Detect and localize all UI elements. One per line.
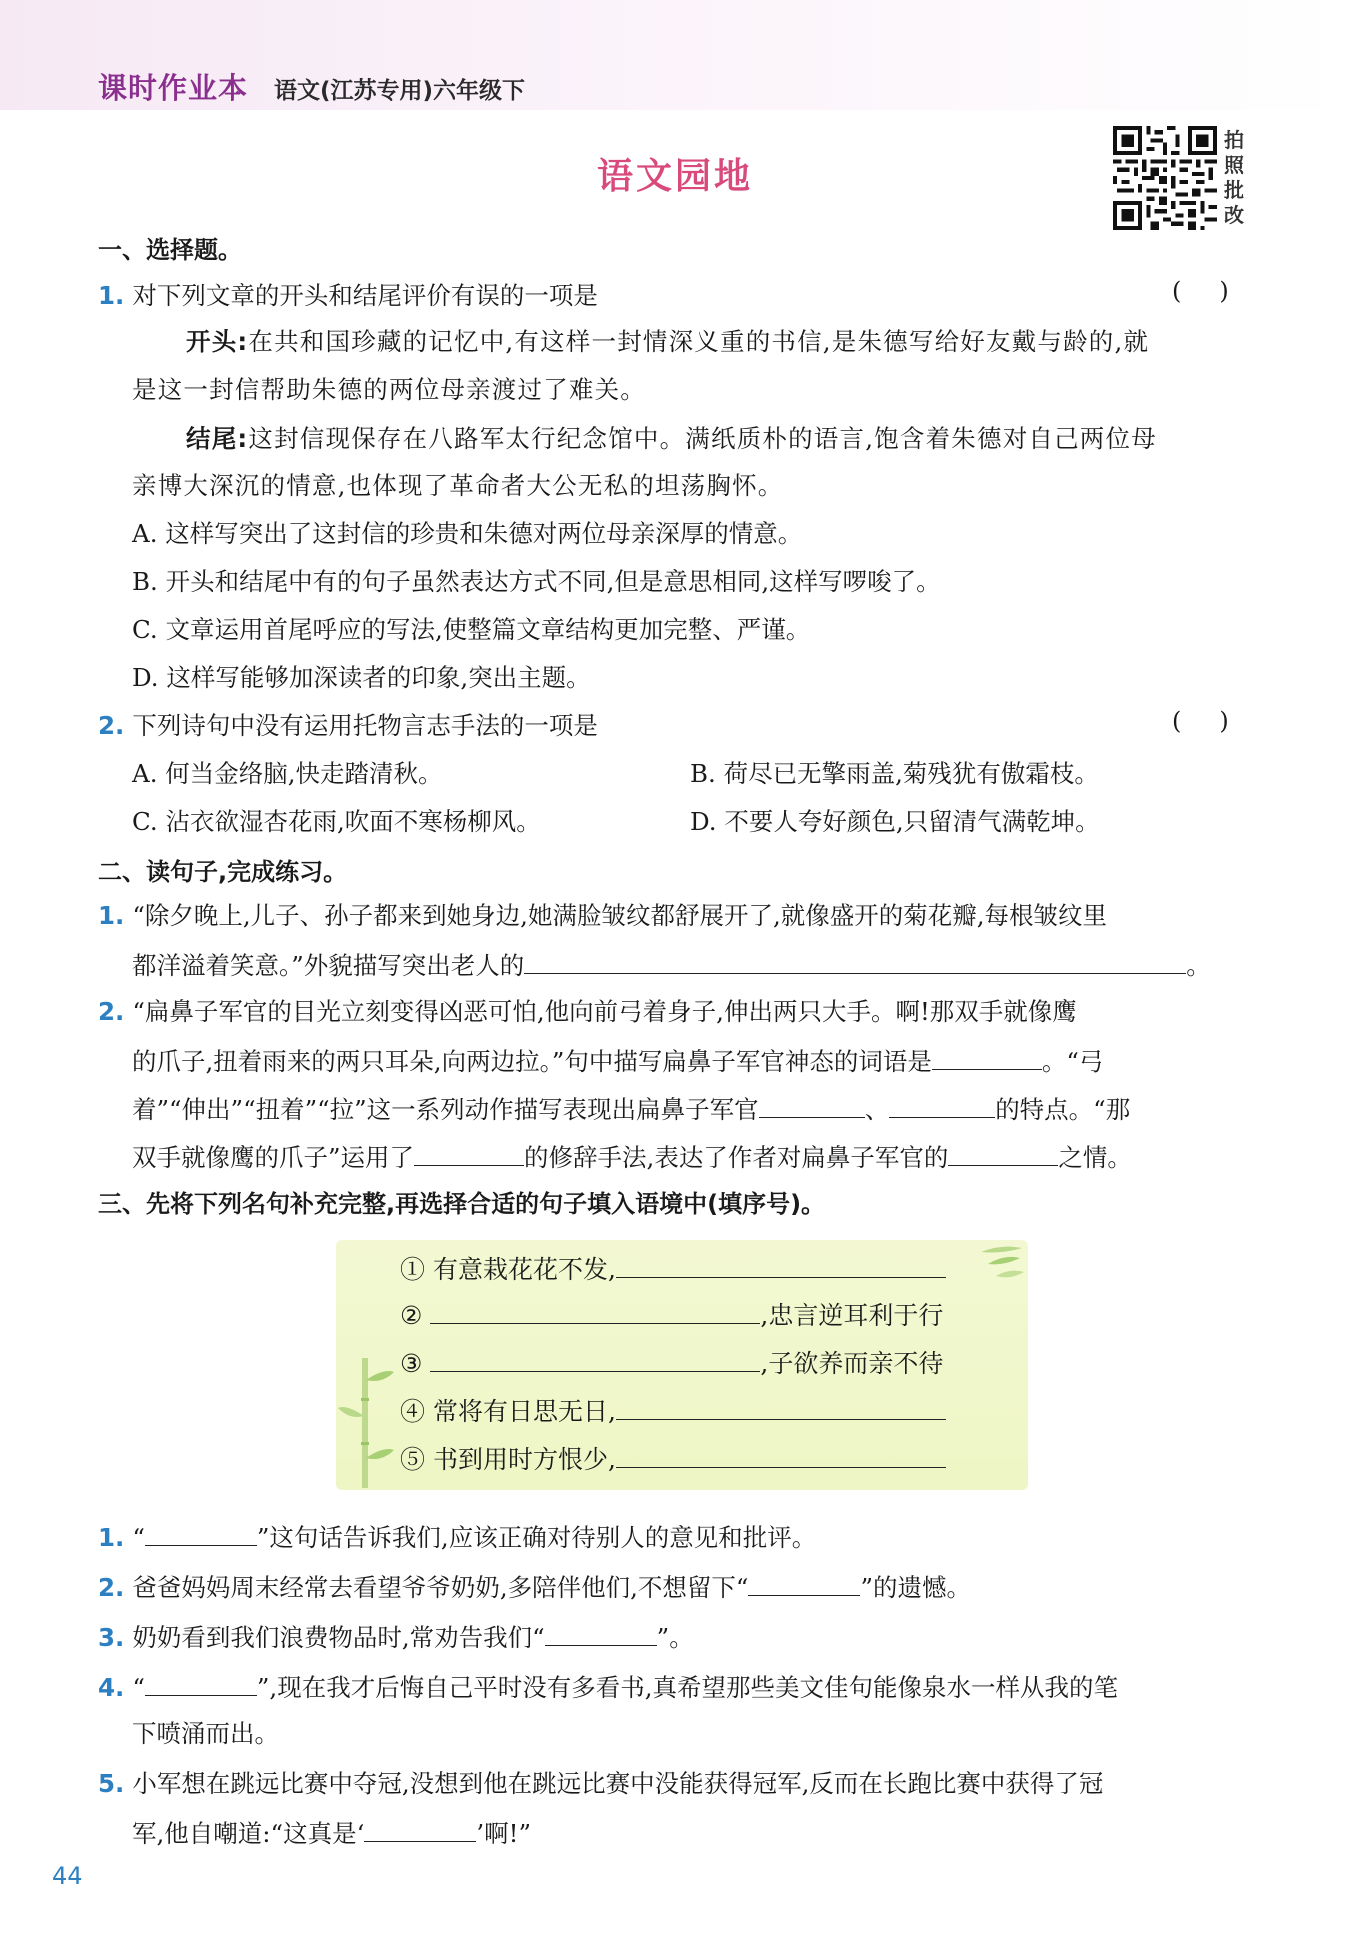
option-1-1-a[interactable]: A. 这样写突出了这封信的珍贵和朱德对两位母亲深厚的情意。 xyxy=(132,519,803,548)
question-2-2-line-3: 着”“伸出”“扭着”“拉”这一系列动作描写表现出扁鼻子军官 、 的特点。“那 xyxy=(132,1092,1130,1126)
page-title: 语文园地 xyxy=(596,156,753,197)
quote-blank[interactable] xyxy=(616,1252,946,1278)
quotes-box xyxy=(336,1240,1028,1490)
quote-blank[interactable] xyxy=(616,1394,946,1420)
passage-ending-line-1: 结尾:这封信现保存在八路军太行纪念馆中。满纸质朴的语言,饱含着朱德对自己两位母 xyxy=(186,424,1157,453)
quote-blank[interactable] xyxy=(430,1298,760,1324)
section-1-heading: 一、选择题。 xyxy=(98,236,242,264)
answer-blank[interactable] xyxy=(364,1816,476,1842)
brand-name: 课时作业本 xyxy=(98,71,249,105)
question-3-4-line-2: 下喷涌而出。 xyxy=(132,1719,279,1748)
question-3-2: 2. 爸爸妈妈周末经常去看望爷爷奶奶,多陪伴他们,不想留下“ ”的遗憾。 xyxy=(98,1570,971,1604)
section-2-heading: 二、读句子,完成练习。 xyxy=(98,858,348,886)
option-1-2-a[interactable]: A. 何当金络脑,快走踏清秋。 xyxy=(132,759,443,788)
answer-blank[interactable] xyxy=(414,1140,524,1166)
passage-ending-line-2: 亲博大深沉的情意,也体现了革命者大公无私的坦荡胸怀。 xyxy=(132,471,784,500)
answer-blank[interactable] xyxy=(889,1092,995,1118)
option-1-1-b[interactable]: B. 开头和结尾中有的句子虽然表达方式不同,但是意思相同,这样写啰唆了。 xyxy=(132,567,941,596)
passage-opening-line-1: 开头:在共和国珍藏的记忆中,有这样一封情深义重的书信,是朱德写给好友戴与龄的,就 xyxy=(186,327,1150,356)
answer-blank[interactable] xyxy=(145,1520,257,1546)
quote-blank[interactable] xyxy=(616,1442,946,1468)
question-2-1-line-2: 都洋溢着笑意。”外貌描写突出老人的 。 xyxy=(132,948,1211,982)
answer-blank[interactable] xyxy=(545,1620,657,1646)
option-1-1-d[interactable]: D. 这样写能够加深读者的印象,突出主题。 xyxy=(132,663,591,692)
qr-label: 拍 照 批 改 xyxy=(1224,128,1244,227)
question-3-5-line-1: 5. 小军想在跳远比赛中夺冠,没想到他在跳远比赛中没能获得冠军,反而在长跑比赛中获得了冠 xyxy=(98,1769,1104,1798)
bamboo-leaf-icon xyxy=(976,1242,1026,1286)
quote-4: ④ 常将有日思无日, xyxy=(400,1394,946,1429)
option-1-1-c[interactable]: C. 文章运用首尾呼应的写法,使整篇文章结构更加完整、严谨。 xyxy=(132,615,811,644)
quote-1: ① 有意栽花花不发, xyxy=(400,1252,946,1287)
question-2-2-line-1: 2. “扁鼻子军官的目光立刻变得凶恶可怕,他向前弓着身子,伸出两只大手。啊!那双手就像鹰 xyxy=(98,997,1077,1026)
question-1-2: 2. 下列诗句中没有运用托物言志手法的一项是 xyxy=(98,711,598,740)
question-2-1-line-1: 1. “除夕晚上,儿子、孙子都来到她身边,她满脸皱纹都舒展开了,就像盛开的菊花瓣,每根皱纹里 xyxy=(98,901,1108,930)
page-number: 44 xyxy=(52,1862,83,1890)
question-3-4-line-1: 4. “ ”,现在我才后悔自己平时没有多看书,真希望那些美文佳句能像泉水一样从我的笔 xyxy=(98,1670,1118,1704)
answer-blank[interactable] xyxy=(524,948,1186,974)
question-1-1: 1. 对下列文章的开头和结尾评价有误的一项是 xyxy=(98,281,598,310)
book-subject: 语文(江苏专用)六年级下 xyxy=(274,78,526,104)
question-3-1: 1. “ ”这句话告诉我们,应该正确对待别人的意见和批评。 xyxy=(98,1520,816,1554)
section-3-heading: 三、先将下列名句补充完整,再选择合适的句子填入语境中(填序号)。 xyxy=(98,1190,826,1218)
page-header xyxy=(98,66,525,107)
option-1-2-d[interactable]: D. 不要人夸好颜色,只留清气满乾坤。 xyxy=(690,807,1100,836)
answer-blank[interactable] xyxy=(145,1670,257,1696)
quote-blank[interactable] xyxy=(430,1346,760,1372)
question-3-5-line-2: 军,他自嘲道:“这真是‘ ’啊!” xyxy=(132,1816,531,1850)
option-1-2-c[interactable]: C. 沾衣欲湿杏花雨,吹面不寒杨柳风。 xyxy=(132,807,541,836)
qr-code-icon[interactable] xyxy=(1113,126,1217,230)
answer-bracket-1-2[interactable]: () xyxy=(1172,707,1267,735)
answer-bracket-1-1[interactable]: () xyxy=(1172,277,1267,305)
passage-opening-line-2: 是这一封信帮助朱德的两位母亲渡过了难关。 xyxy=(132,375,646,404)
answer-blank[interactable] xyxy=(748,1570,860,1596)
quote-5: ⑤ 书到用时方恨少, xyxy=(400,1442,946,1477)
bamboo-icon xyxy=(338,1350,396,1488)
answer-blank[interactable] xyxy=(932,1044,1042,1070)
option-1-2-b[interactable]: B. 荷尽已无擎雨盖,菊残犹有傲霜枝。 xyxy=(690,759,1099,788)
answer-blank[interactable] xyxy=(948,1140,1058,1166)
question-2-2-line-4: 双手就像鹰的爪子”运用了 的修辞手法,表达了作者对扁鼻子军官的 之情。 xyxy=(132,1140,1132,1174)
question-2-2-line-2: 的爪子,扭着雨来的两只耳朵,向两边拉。”句中描写扁鼻子军官神态的词语是 。“弓 xyxy=(132,1044,1103,1078)
answer-blank[interactable] xyxy=(759,1092,865,1118)
quote-3: ③ ,子欲养而亲不待 xyxy=(400,1346,943,1381)
quote-2: ② ,忠言逆耳利于行 xyxy=(400,1298,943,1333)
question-3-3: 3. 奶奶看到我们浪费物品时,常劝告我们“ ”。 xyxy=(98,1620,694,1654)
